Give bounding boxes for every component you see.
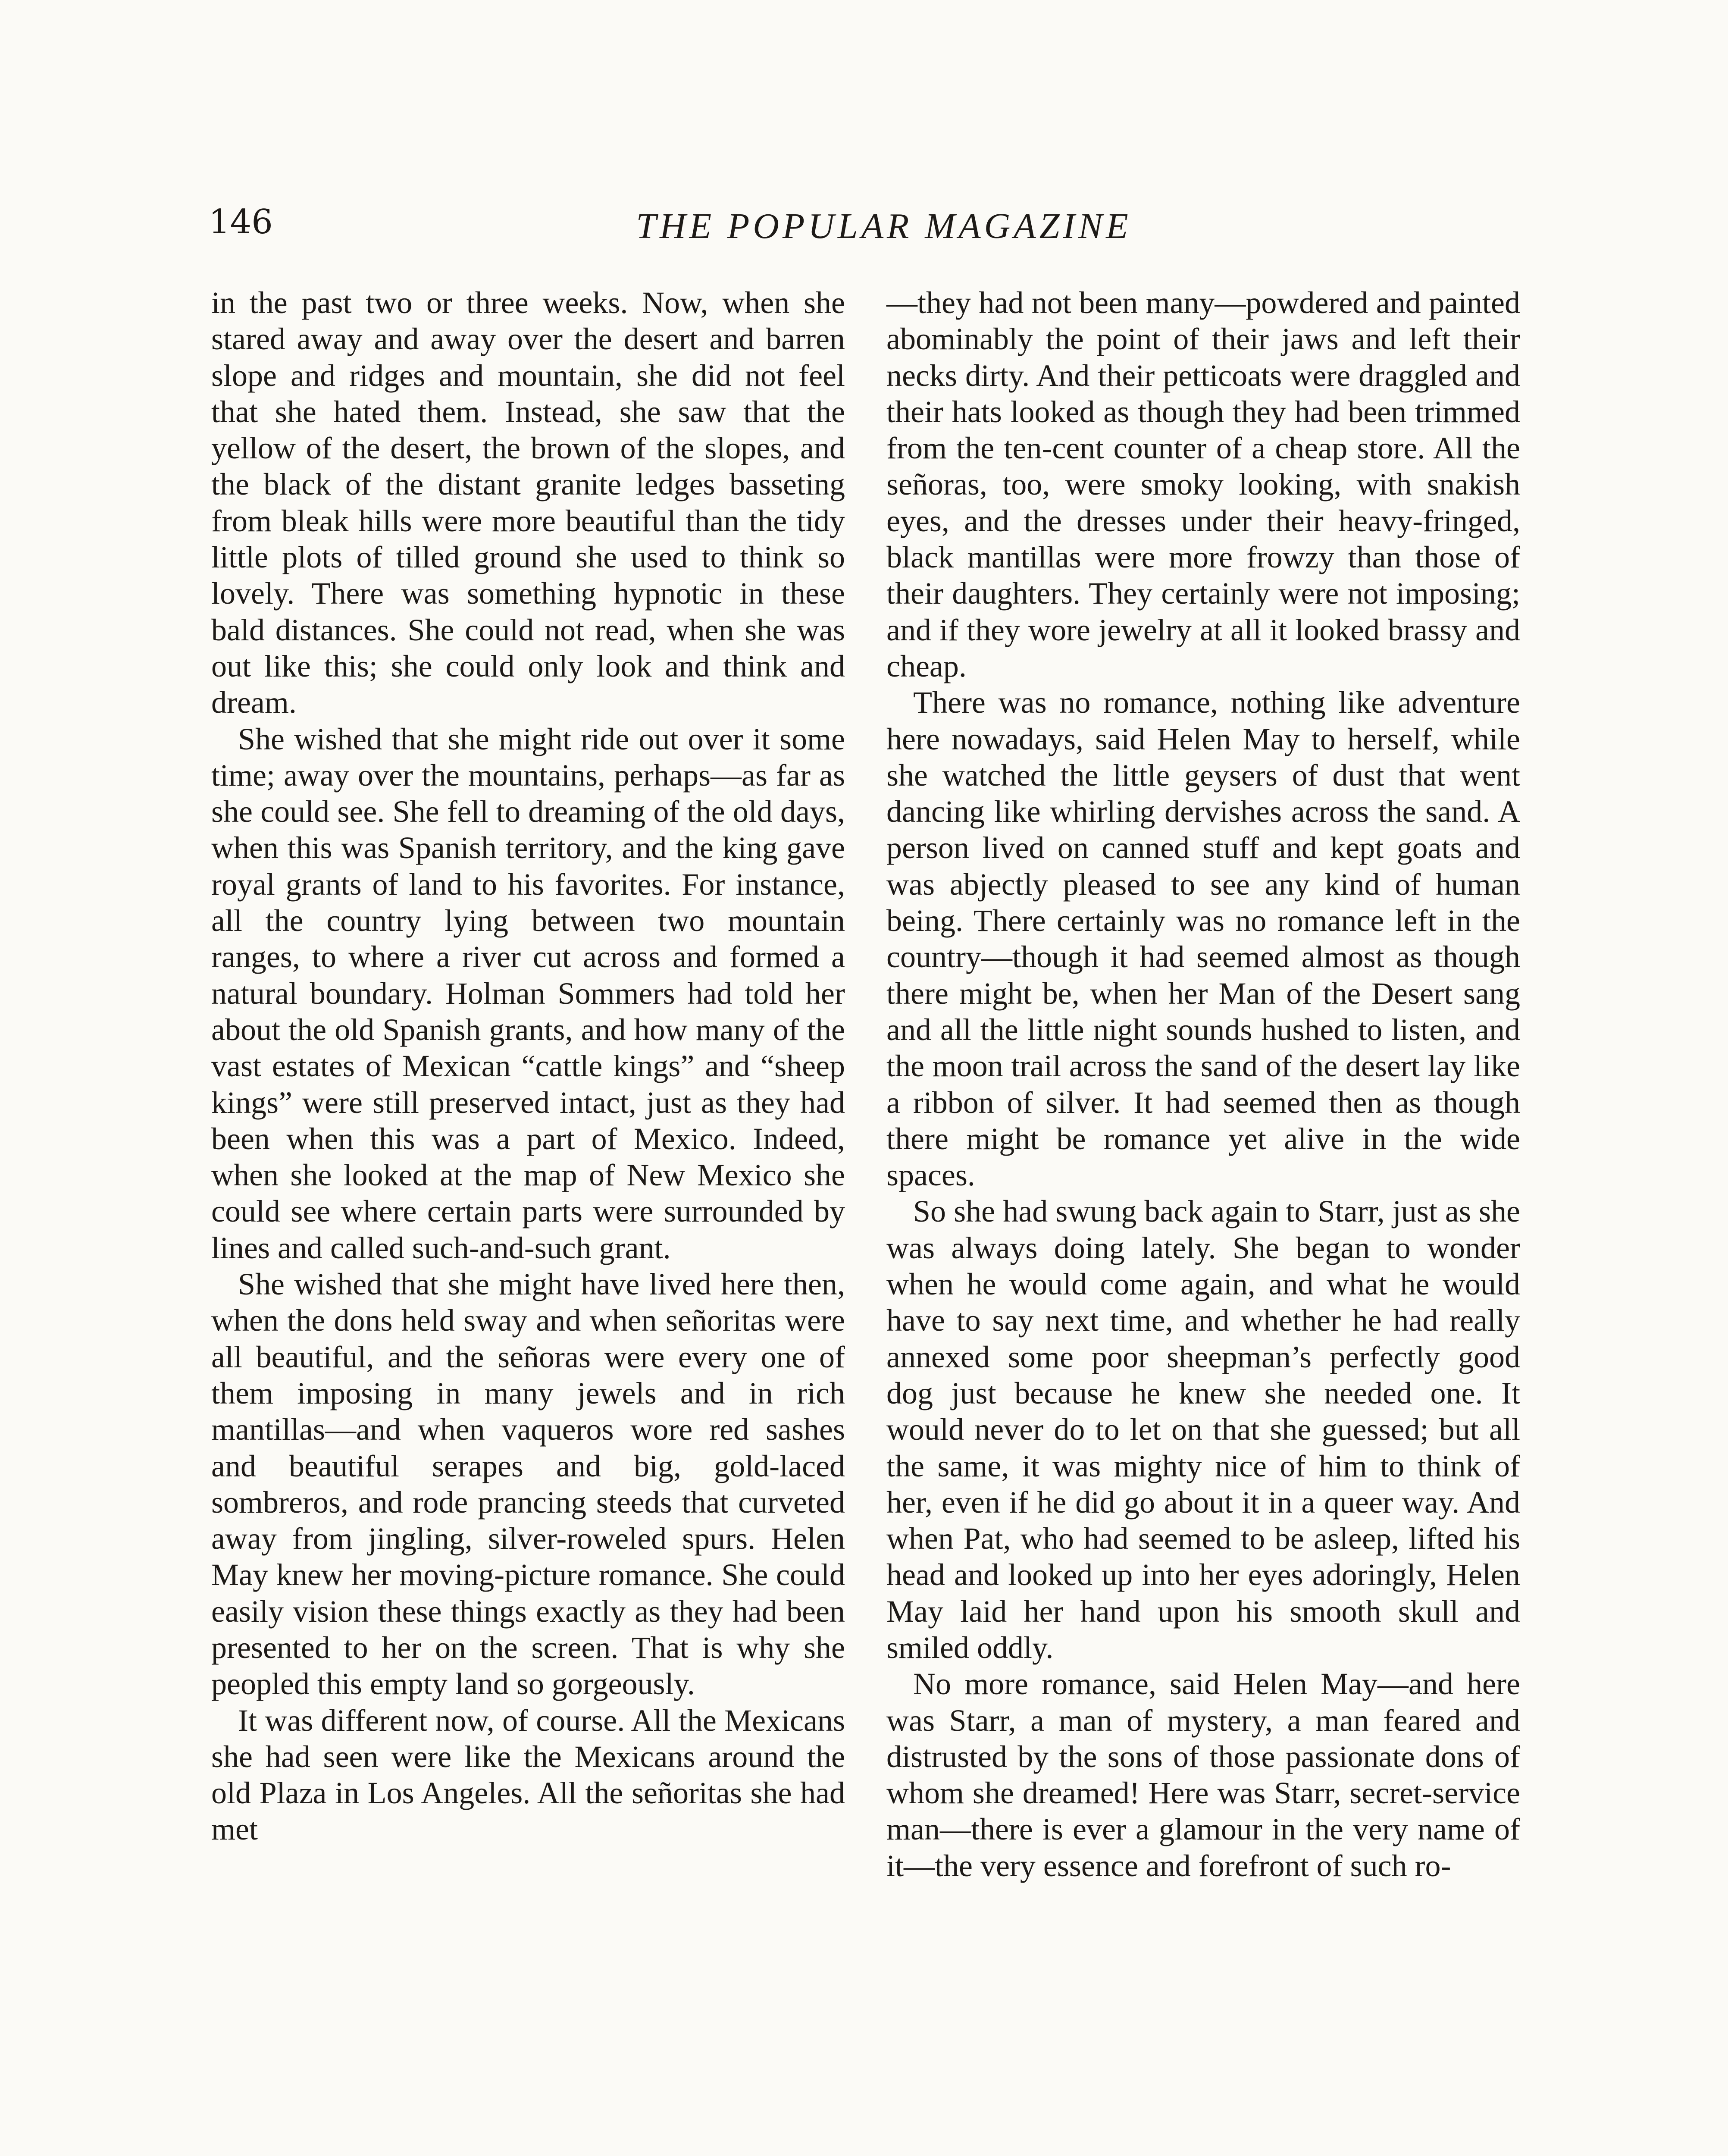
left-column	[211, 285, 845, 1848]
paragraph: There was no romance, nothing like adventure here nowadays, said Helen May to herself, while she watched the little geysers of dust that went dancing like whirling dervishes across the sand. A person lived on canned stuff and kept goats and was abjectly pleased to see any kind of human being. There certainly was no romance left in the country—though it had seemed almost as though there might be, when her Man of the Desert sang and all the little night sounds hushed to listen, and the moon trail across the sand of the desert lay like a ribbon of silver. It had seemed then as though there might be romance yet alive in the wide spaces.	[886, 685, 1520, 1193]
paragraph: —they had not been many—powdered and painted abominably the point of their jaws and left their necks dirty. And their petticoats were draggled and their hats looked as though they had been trimmed from the ten-cent counter of a cheap store. All the señoras, too, were smoky looking, with snakish eyes, and the dresses under their heavy-fringed, black mantillas were more frowzy than those of their daughters. They certainly were not imposing; and if they wore jewelry at all it looked brassy and cheap.	[886, 285, 1520, 683]
page-number: 146	[209, 203, 273, 241]
paragraph: She wished that she might ride out over it some time; away over the mountains, perhaps—as far as she could see. She fell to dreaming of the old days, when this was Spanish territory, and the king gave royal grants of land to his favorites. For instance, all the country lying between two mountain ranges, to where a river cut across and formed a natural boundary. Holman Sommers had told her about the old Spanish grants, and how many of the vast estates of Mexican “cattle kings” and “sheep kings” were still preserved intact, just as they had been when this was a part of Mexico. Indeed, when she looked at the map of New Mexico she could see where certain parts were surrounded by lines and called such-and-such grant.	[211, 721, 845, 1265]
paragraph: No more romance, said Helen May—and here was Starr, a man of mystery, a man feared and distrusted by the sons of those passionate dons of whom she dreamed! Here was Starr, secret-service man—there is ever a glamour in the very name of it—the very essence and forefront of such ro-	[886, 1667, 1520, 1883]
paragraph: It was different now, of course. All the Mexicans she had seen were like the Mexicans around the old Plaza in Los Angeles. All the señoritas she had met	[211, 1703, 845, 1847]
paragraph: in the past two or three weeks. Now, when she stared away and away over the desert and barren slope and ridges and mountain, she did not feel that she hated them. Instead, she saw that the yellow of the desert, the brown of the slopes, and the black of the distant granite ledges basseting from bleak hills were more beautiful than the tidy little plots of tilled ground she used to think so lovely. There was something hypnotic in these bald distances. She could not read, when she was out like this; she could only look and think and dream.	[211, 285, 845, 720]
paragraph: She wished that she might have lived here then, when the dons held sway and when señoritas were all beautiful, and the señoras were every one of them imposing in many jewels and in rich mantillas—and when vaqueros wore red sashes and beautiful serapes and big, gold-laced sombreros, and rode prancing steeds that curveted away from jingling, silver-roweled spurs. Helen May knew her moving-picture romance. She could easily vision these things exactly as they had been presented to her on the screen. That is why she peopled this empty land so gorgeously.	[211, 1267, 845, 1702]
paragraph: So she had swung back again to Starr, just as she was always doing lately. She began to wonder when he would come again, and what he would have to say next time, and whether he had really annexed some poor sheepman’s perfectly good dog just because he knew she needed one. It would never do to let on that she guessed; but all the same, it was mighty nice of him to think of her, even if he did go about it in a queer way. And when Pat, who had seemed to be asleep, lifted his head and looked up into her eyes adoringly, Helen May laid her hand upon his smooth skull and smiled oddly.	[886, 1194, 1520, 1665]
right-column	[886, 285, 1520, 1884]
running-head: THE POPULAR MAGAZINE	[636, 206, 1132, 246]
